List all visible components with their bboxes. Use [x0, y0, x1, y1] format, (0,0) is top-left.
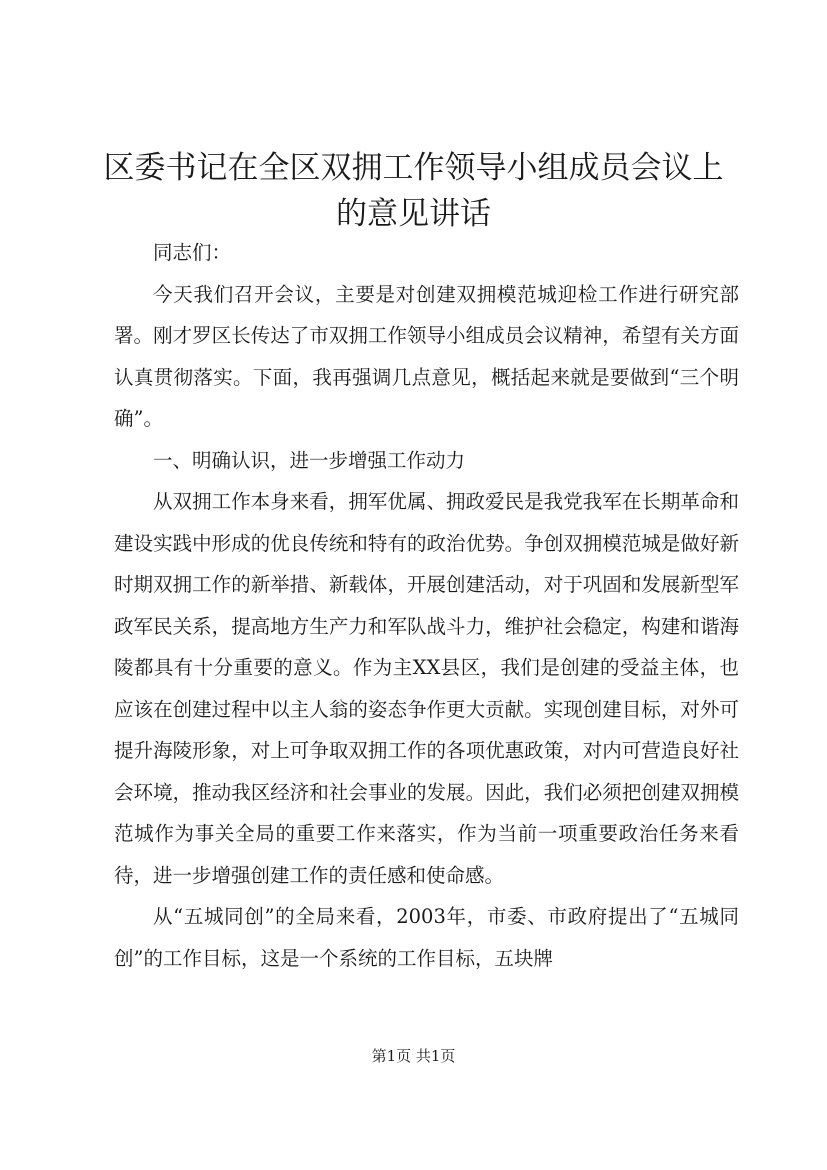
document-body: [114, 232, 739, 979]
document-title: 区委书记在全区双拥工作领导小组成员会议上的意见讲话: [103, 150, 724, 232]
section-heading: 一、明确认识，进一步增强工作动力: [153, 448, 466, 472]
intro-paragraph: 今天我们召开会议，主要是对创建双拥模范城迎检工作进行研究部署。刚才罗区长传达了市双拥工作领导小组成员会议精神，希望有关方面认真贯彻落实。下面，我再强调几点意见，概括起来就是要做到“三个明确”。: [114, 282, 739, 430]
body-paragraph: 从“五城同创”的全局来看，2003年，市委、市政府提出了“五城同创”的工作目标，这是一个系统的工作目标，五块牌: [114, 905, 739, 970]
body-paragraph: 从双拥工作本身来看，拥军优属、拥政爱民是我党我军在长期革命和建设实践中形成的优良传统和特有的政治优势。争创双拥模范城是做好新时期双拥工作的新举措、新载体，开展创建活动，对于巩固和发展新型军政军民关系，提高地方生产力和军队战斗力，维护社会稳定，构建和谐海陵都具有十分重要的意义。作为主XX县区，我们是创建的受益主体，也应该在创建过程中以主人翁的姿态争作更大贡献。实现创建目标，对外可提升海陵形象，对上可争取双拥工作的各项优惠政策，对内可营造良好社会环境，推动我区经济和社会事业的发展。因此，我们必须把创建双拥模范城作为事关全局的重要工作来落实，作为当前一项重要政治任务来看待，进一步增强创建工作的责任感和使命感。: [114, 490, 739, 887]
salutation-paragraph: 同志们：: [153, 241, 232, 264]
page-footer: 第1页 共1页: [371, 1047, 456, 1065]
